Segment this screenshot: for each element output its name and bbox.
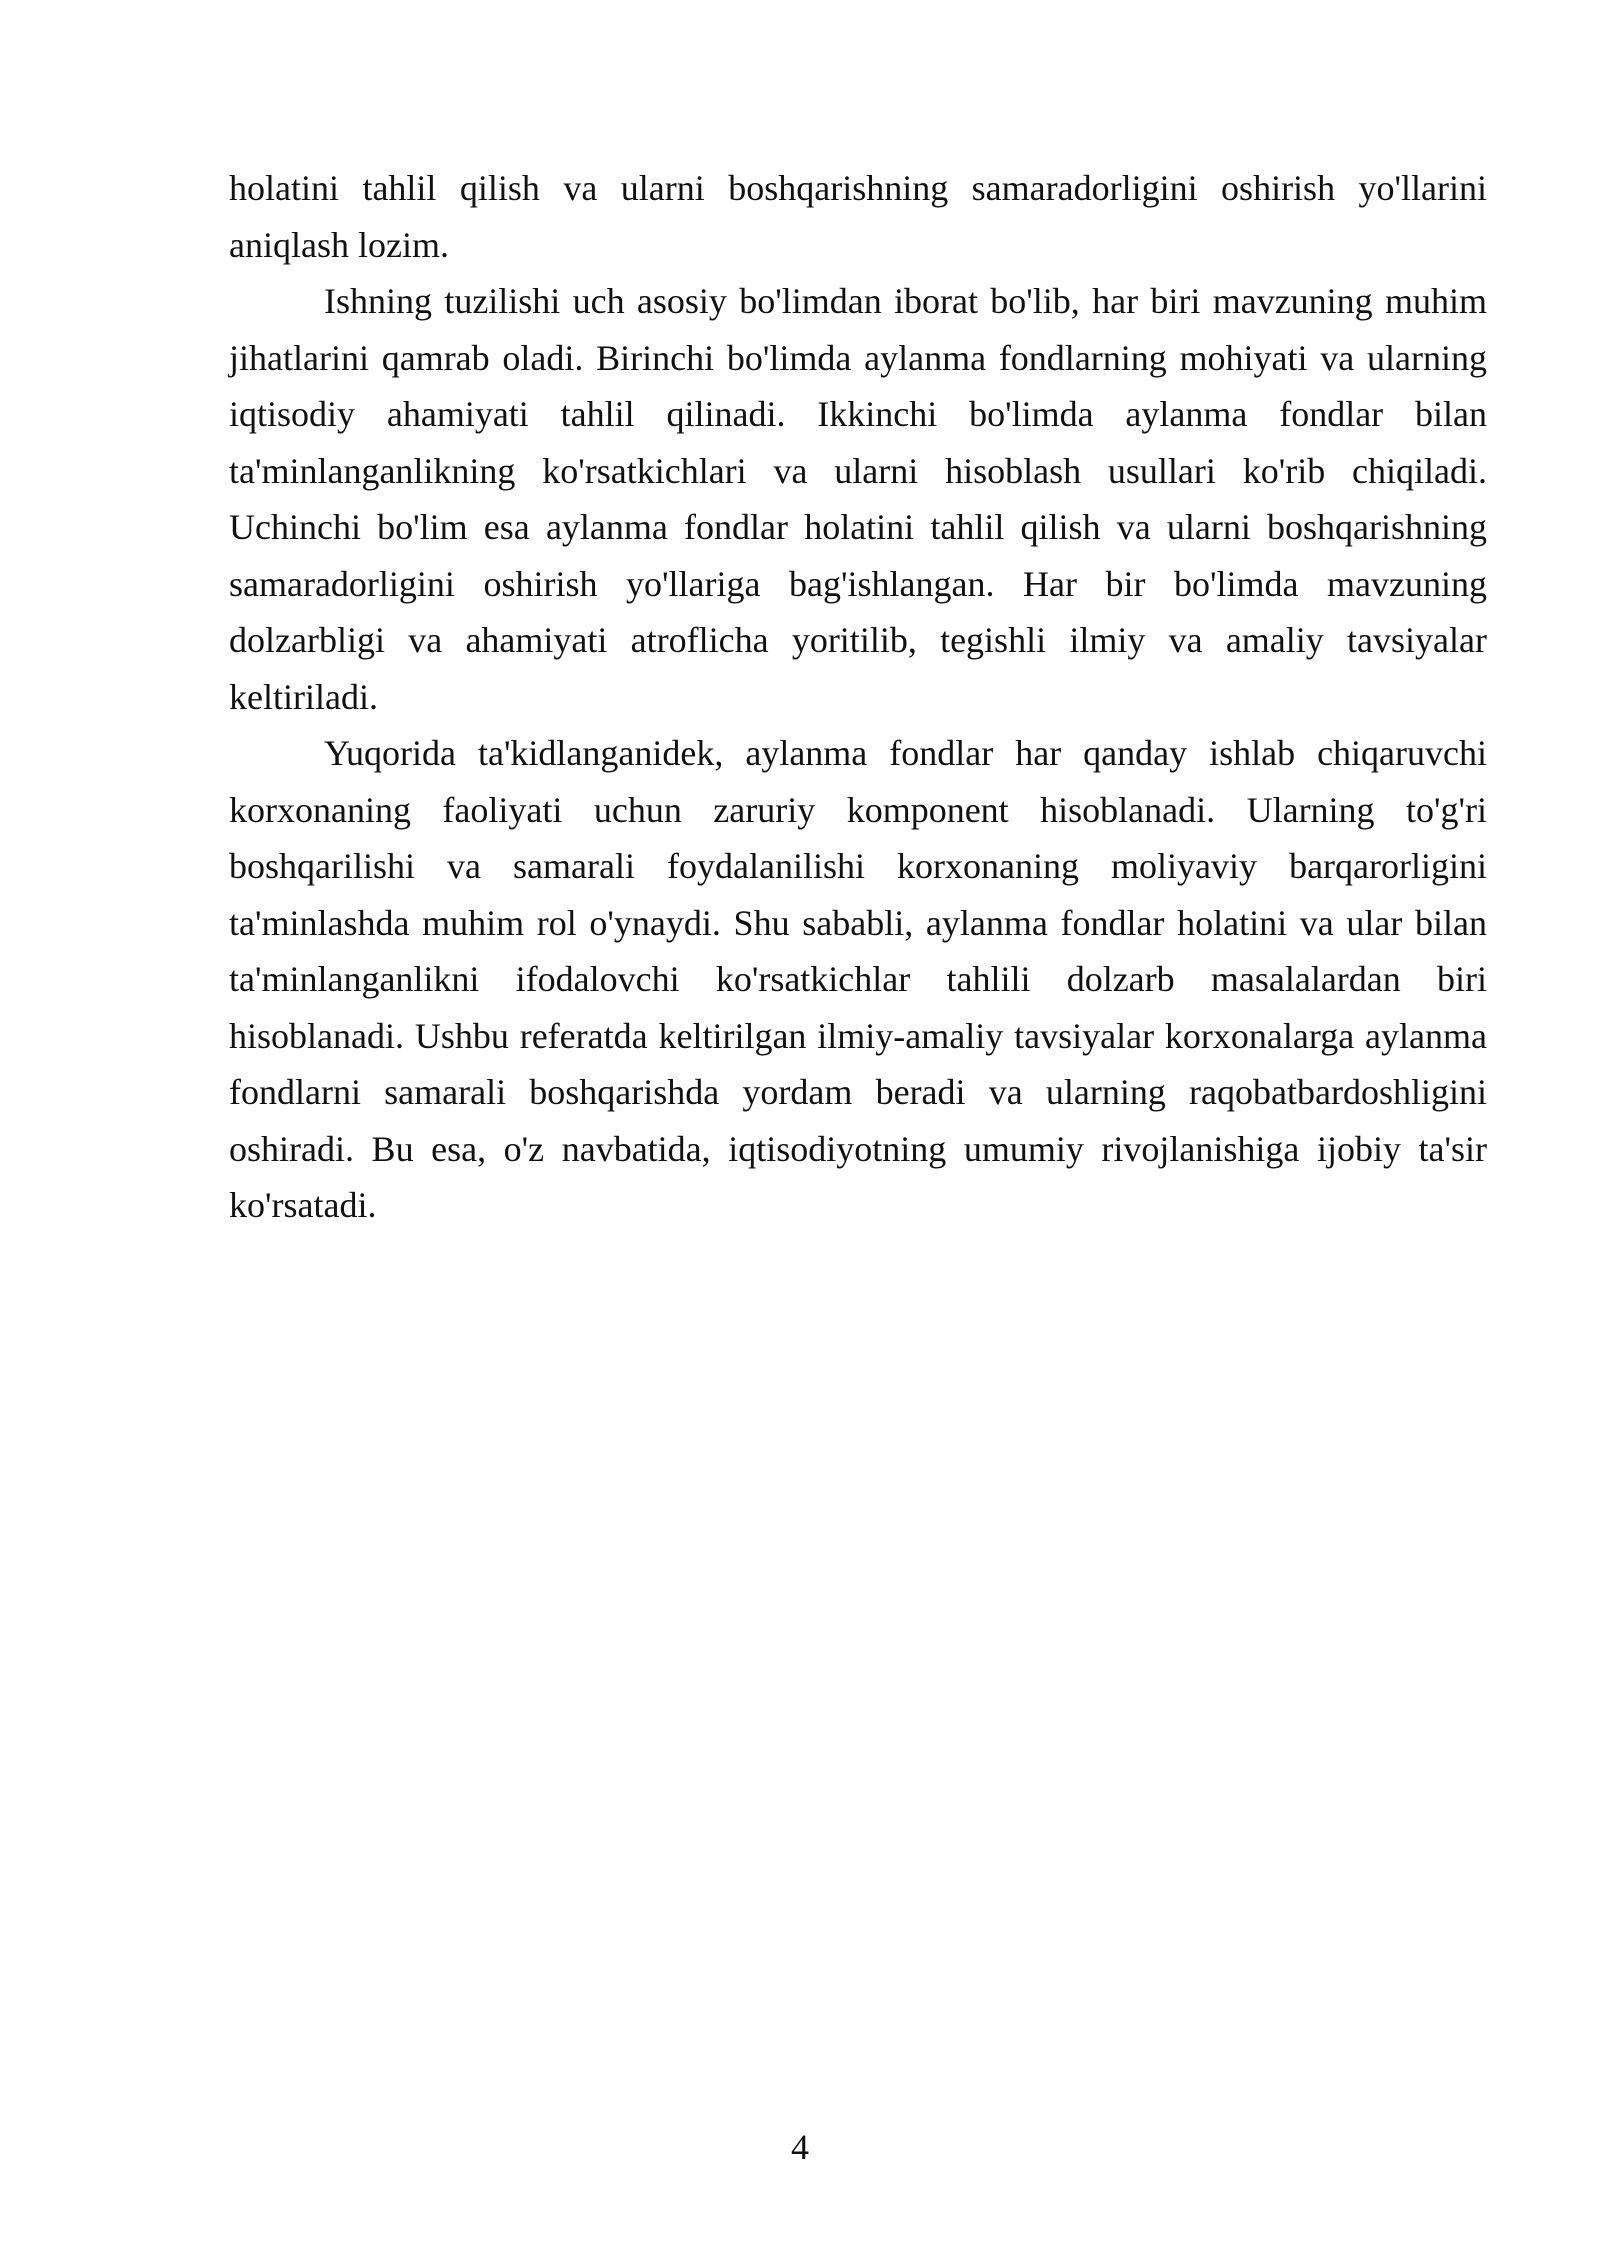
paragraph-structure: Ishning tuzilishi uch asosiy bo'limdan iborat bo'lib, har biri mavzuning muhim jihatlarini qamrab oladi. Birinchi bo'limda aylanma fondlarning mohiyati va ularning iqtisodiy ahamiyati tahlil qilinadi. Ikkinchi bo'limda aylanma fondlar bilan ta'minlanganlikning ko'rsatkichlari va ularni hisoblash usullari ko'rib chiqiladi. Uchinchi bo'lim esa aylanma fondlar holatini tahlil qilish va ularni boshqarishning samaradorligini oshirish yo'llariga bag'ishlangan. Har bir bo'limda mavzuning dolzarbligi va ahamiyati atroflicha yoritilib, tegishli ilmiy va amaliy tavsiyalar keltiriladi. bbox=[229, 281, 1487, 717]
paragraph-conclusion: Yuqorida ta'kidlanganidek, aylanma fondlar har qanday ishlab chiqaruvchi korxonaning faoliyati uchun zaruriy komponent hisoblanadi. Ularning to'g'ri boshqarilishi va samarali foydalanilishi korxonaning moliyaviy barqarorligini ta'minlashda muhim rol o'ynaydi. Shu sababli, aylanma fondlar holatini va ular bilan ta'minlanganlikni ifodalovchi ko'rsatkichlar tahlili dolzarb masalalardan biri hisoblanadi. Ushbu referatda keltirilgan ilmiy-amaliy tavsiyalar korxonalarga aylanma fondlarni samarali boshqarishda yordam beradi va ularning raqobatbardoshligini oshiradi. Bu esa, o'z navbatida, iqtisodiyotning umumiy rivojlanishiga ijobiy ta'sir ko'rsatadi. bbox=[229, 733, 1487, 1225]
page-number: 4 bbox=[791, 2127, 809, 2167]
body-text bbox=[229, 160, 1487, 1234]
paragraph-continuation: holatini tahlil qilish va ularni boshqarishning samaradorligini oshirish yo'llarini aniqlash lozim. bbox=[229, 168, 1487, 265]
